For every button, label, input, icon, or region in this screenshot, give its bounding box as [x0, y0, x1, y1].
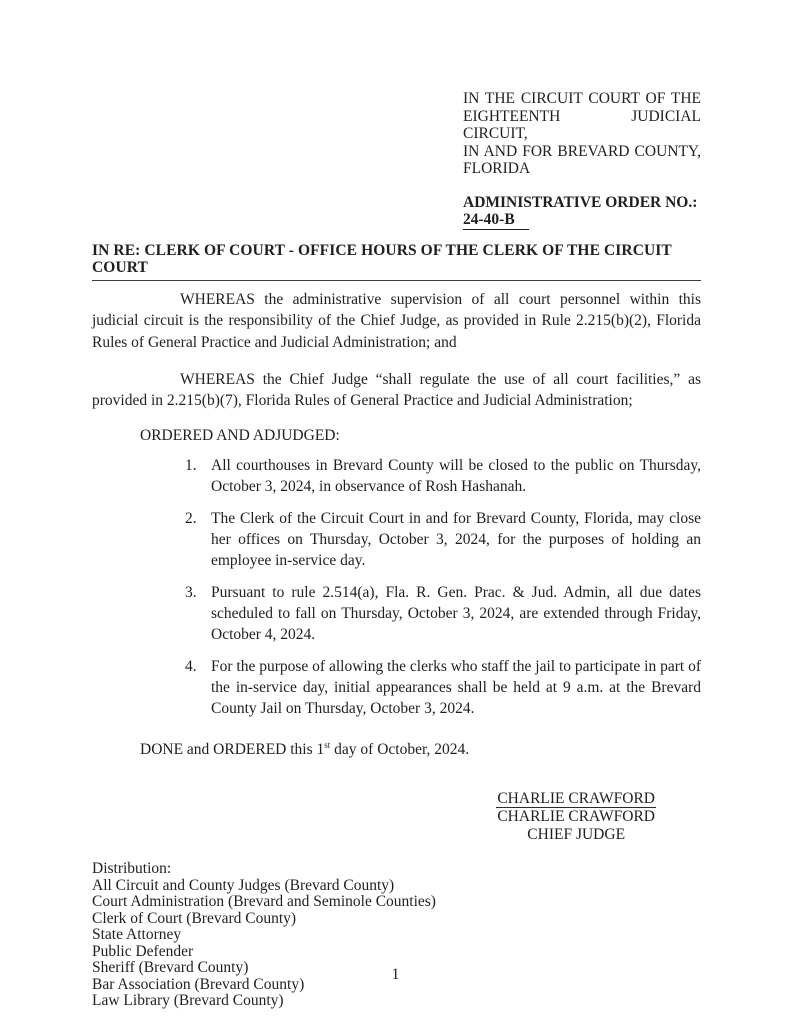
- ordered-item: [185, 582, 701, 645]
- ordered-item: [185, 508, 701, 571]
- distribution-item: Court Administration (Brevard and Seminole Counties): [92, 893, 436, 910]
- ordered-items-list: [92, 455, 701, 719]
- signature-block: [496, 790, 656, 844]
- distribution-item: Law Library (Brevard County): [92, 992, 284, 1009]
- whereas-paragraph-2: WHEREAS the Chief Judge “shall regulate the use of all court facilities,” as provided in 2.215(b)(7), Florida Rules of General Practice and Judicial Administration;: [92, 370, 701, 409]
- order-number-value: 24-40-B: [463, 211, 529, 230]
- done-ordered-line: [140, 739, 701, 760]
- court-header-line: EIGHTEENTH JUDICIAL CIRCUIT,: [463, 107, 701, 142]
- distribution-list: [92, 861, 701, 1010]
- distribution-item: Clerk of Court (Brevard County): [92, 909, 297, 927]
- ordered-adjudged-heading: ORDERED AND ADJUDGED:: [140, 427, 340, 444]
- item-text: All courthouses in Brevard County will be closed to the public on Thursday, October 3, 2024, in observance of Rosh Hashanah.: [211, 456, 701, 495]
- printed-name: CHARLIE CRAWFORD: [497, 808, 655, 825]
- court-header: [463, 90, 701, 178]
- distribution-item: All Circuit and County Judges (Brevard County): [92, 876, 395, 894]
- in-re-heading: IN RE: CLERK OF COURT - OFFICE HOURS OF THE CLERK OF THE CIRCUIT COURT: [92, 241, 672, 276]
- item-number: 3.: [185, 583, 197, 601]
- court-header-line: FLORIDA: [463, 160, 531, 177]
- court-header-line: IN AND FOR BREVARD COUNTY,: [463, 142, 701, 160]
- ordinal-superscript: st: [324, 739, 331, 750]
- item-number: 2.: [185, 509, 197, 527]
- item-text: For the purpose of allowing the clerks who staff the jail to participate in part of the in-service day, initial appearances shall be held at 9 a.m. at the Brevard County Jail on Thursday, October 3, 2024.: [211, 657, 701, 717]
- order-number-block: [463, 194, 701, 230]
- ordered-item: [185, 656, 701, 719]
- whereas-paragraph-1: WHEREAS the administrative supervision of all court personnel within this judicial circuit is the responsibility of the Chief Judge, as provided in Rule 2.215(b)(2), Florida Rules of General Practice and Judicial Administration; and: [92, 290, 701, 351]
- distribution-item: State Attorney: [92, 926, 182, 943]
- item-number: 4.: [185, 657, 197, 675]
- distribution-label: Distribution:: [92, 860, 172, 877]
- distribution-item: Bar Association (Brevard County): [92, 975, 305, 993]
- distribution-item: Sheriff (Brevard County): [92, 959, 249, 976]
- item-number: 1.: [185, 456, 197, 474]
- done-ordered-prefix: DONE and ORDERED this 1: [140, 740, 325, 758]
- judge-title: CHIEF JUDGE: [527, 825, 626, 843]
- distribution-item: Public Defender: [92, 942, 194, 960]
- done-ordered-suffix: day of October, 2024.: [330, 740, 470, 758]
- order-number-label: ADMINISTRATIVE ORDER NO.:: [463, 193, 698, 211]
- item-text: The Clerk of the Circuit Court in and for Brevard County, Florida, may close her offices on Thursday, October 3, 2024, for the purposes of holding an employee in-service day.: [211, 509, 701, 569]
- court-header-line: IN THE CIRCUIT COURT OF THE: [463, 90, 701, 107]
- page-number: 1: [391, 966, 400, 983]
- ordered-item: [185, 455, 701, 497]
- divider-line: [92, 280, 701, 281]
- item-text: Pursuant to rule 2.514(a), Fla. R. Gen. Prac. & Jud. Admin, all due dates scheduled to fall on Thursday, October 3, 2024, are extended through Friday, October 4, 2024.: [211, 583, 701, 643]
- signed-name: CHARLIE CRAWFORD: [497, 789, 655, 807]
